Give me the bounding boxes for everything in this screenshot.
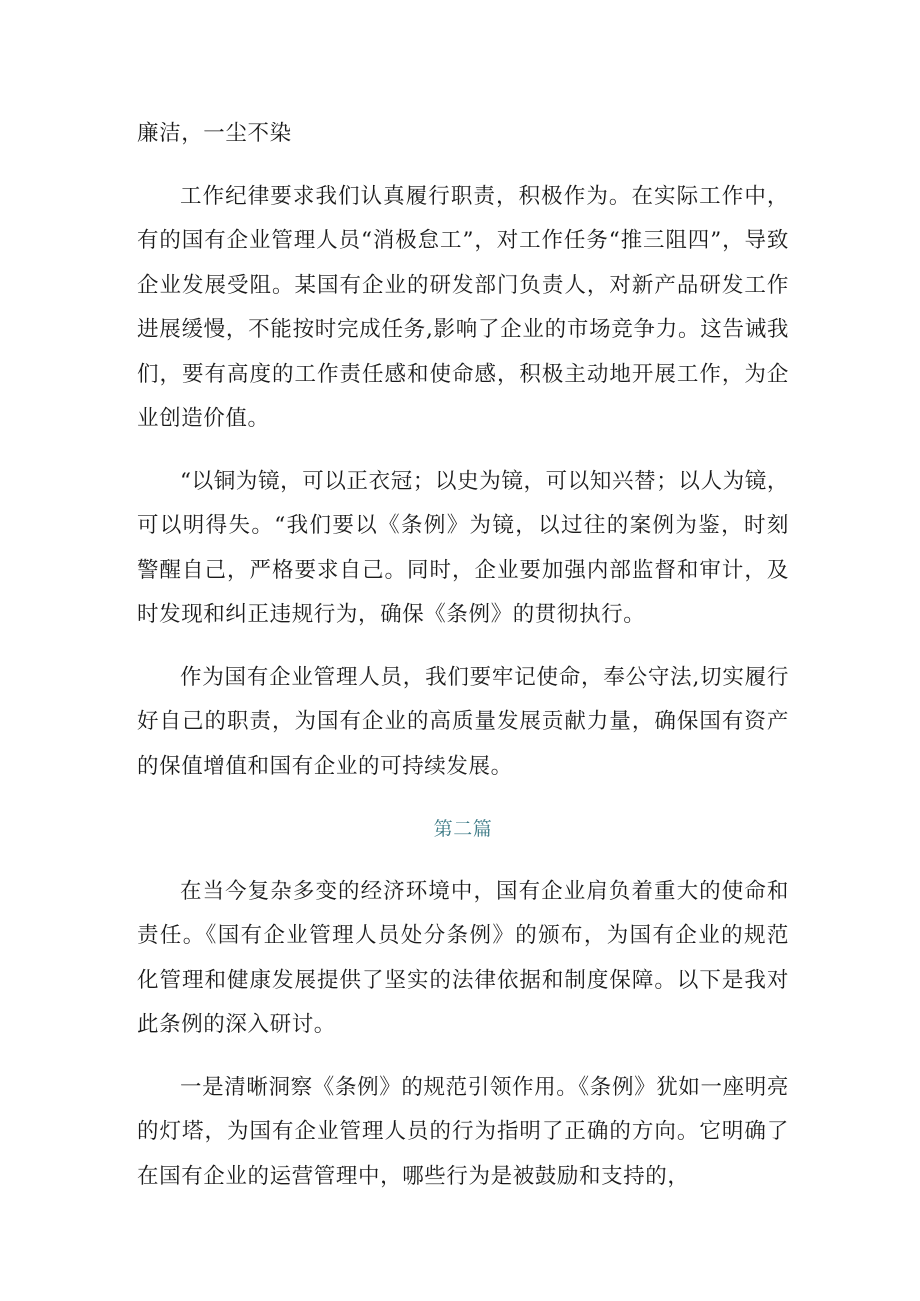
section-title: 第二篇: [433, 818, 493, 840]
paragraph-mission: 作为国有企业管理人员，我们要牢记使命，奉公守法,切实履行好自己的职责，为国有企业的高质量发展贡献力量，确保国有资产的保值增值和国有企业的可持续发展。: [137, 664, 789, 779]
paragraph-work-discipline: 工作纪律要求我们认真履行职责，积极作为。在实际工作中，有的国有企业管理人员“消极怠工”，对工作任务“推三阻四”，导致企业发展受阻。某国有企业的研发部门负责人，对新产品研发工作进展缓慢，不能按时完成任务,影响了企业的市场竞争力。这告诫我们，要有高度的工作责任感和使命感，积极主动地开展工作，为企业创造价值。: [137, 183, 789, 431]
paragraph-introduction: 在当今复杂多变的经济环境中，国有企业肩负着重大的使命和责任。《国有企业管理人员处分条例》的颁布，为国有企业的规范化管理和健康发展提供了坚实的法律依据和制度保障。以下是我对此条例的深入研讨。: [137, 878, 789, 1037]
document-body: [137, 112, 789, 1199]
paragraph-point-one: 一是清晰洞察《条例》的规范引领作用。《条例》犹如一座明亮的灯塔，为国有企业管理人员的行为指明了正确的方向。它明确了在国有企业的运营管理中，哪些行为是被鼓励和支持的，: [137, 1074, 789, 1189]
paragraph-mirror-quote: “以铜为镜，可以正衣冠；以史为镜，可以知兴替；以人为镜，可以明得失。“我们要以《条例》为镜，以过往的案例为鉴，时刻警醒自己，严格要求自己。同时，企业要加强内部监督和审计，及时发现和纠正违规行为，确保《条例》的贯彻执行。: [137, 468, 789, 627]
paragraph-continuation: 廉洁，一尘不染: [137, 121, 292, 146]
